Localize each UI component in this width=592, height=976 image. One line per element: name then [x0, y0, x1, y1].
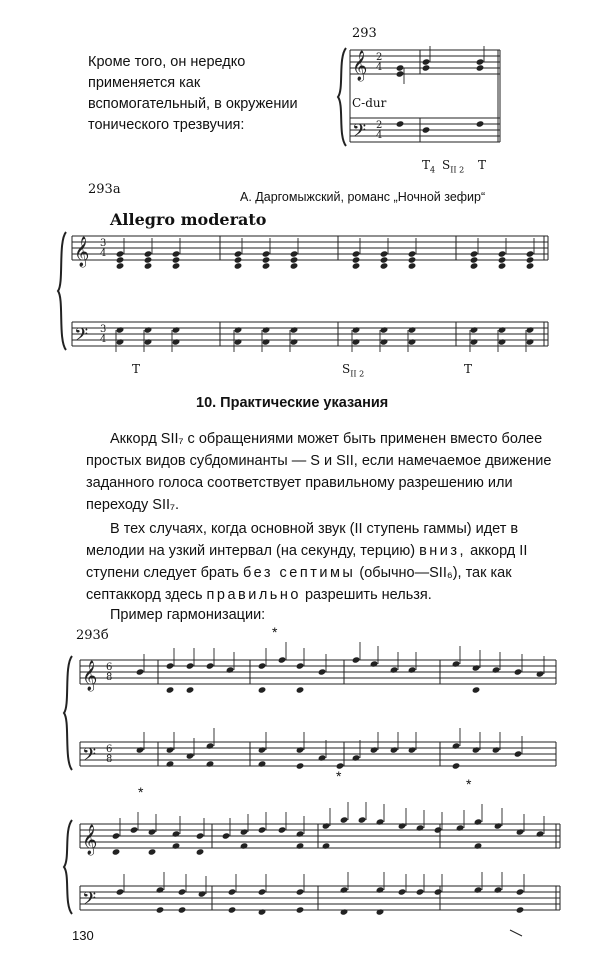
time-sig: 2 [376, 52, 383, 63]
note-head [136, 668, 145, 675]
note-head [290, 262, 299, 269]
note-head [396, 120, 405, 127]
note-head [116, 262, 125, 269]
note-head [258, 908, 267, 915]
page-number: 130 [72, 928, 94, 943]
note-head [178, 906, 187, 913]
note-head [172, 842, 181, 849]
time-sig: 2 [376, 120, 383, 131]
note-head [352, 250, 361, 257]
note-head [498, 326, 507, 333]
note-head [116, 256, 125, 263]
note-head [494, 822, 503, 829]
note-head [166, 760, 175, 767]
note-head [476, 120, 485, 127]
key-label: C-dur [352, 96, 387, 110]
note-head [380, 250, 389, 257]
note-head [380, 262, 389, 269]
time-sig: 4 [376, 62, 383, 73]
note-head [196, 848, 205, 855]
note-head [116, 338, 125, 345]
note-head [318, 668, 327, 675]
note-stem [510, 930, 522, 936]
note-head [396, 64, 405, 71]
note-head [290, 256, 299, 263]
note-head [130, 826, 139, 833]
note-head [352, 256, 361, 263]
system-brace [64, 656, 72, 770]
note-head [336, 762, 345, 769]
note-head [234, 256, 243, 263]
note-head [452, 660, 461, 667]
example-number-293b: 293б [76, 628, 109, 643]
note-head [228, 906, 237, 913]
note-head [470, 250, 479, 257]
note-head [396, 70, 405, 77]
note-head [172, 326, 181, 333]
note-head [352, 656, 361, 663]
note-head [434, 888, 443, 895]
note-head [470, 338, 479, 345]
note-head [234, 250, 243, 257]
note-head [474, 886, 483, 893]
note-head [494, 886, 503, 893]
example-number-293a: 293а [88, 182, 121, 197]
note-head [206, 742, 215, 749]
note-head [186, 662, 195, 669]
note-head [470, 262, 479, 269]
note-head [278, 656, 287, 663]
note-head [172, 262, 181, 269]
note-head [526, 250, 535, 257]
note-head [340, 908, 349, 915]
note-head [352, 262, 361, 269]
note-head [492, 746, 501, 753]
chord-marker: * [466, 776, 472, 792]
note-head [196, 832, 205, 839]
time-sig: 3 [100, 324, 107, 335]
note-head [112, 832, 121, 839]
note-head [472, 686, 481, 693]
note-head [376, 886, 385, 893]
note-head [408, 338, 417, 345]
note-head [380, 338, 389, 345]
function-label: $T_4$ [422, 158, 436, 175]
note-head [470, 256, 479, 263]
note-head [526, 256, 535, 263]
note-head [148, 848, 157, 855]
note-head [470, 326, 479, 333]
note-head [262, 326, 271, 333]
time-sig: 4 [376, 130, 383, 141]
note-head [514, 668, 523, 675]
note-head [516, 828, 525, 835]
note-head [474, 842, 483, 849]
note-head [526, 262, 535, 269]
chord-marker: * [138, 784, 144, 800]
note-head [296, 830, 305, 837]
tempo-marking: Allegro moderato [110, 210, 267, 229]
treble-clef: 𝄞 [82, 661, 98, 691]
note-head [222, 832, 231, 839]
note-head [456, 824, 465, 831]
time-sig: 4 [100, 248, 107, 259]
note-head [296, 906, 305, 913]
note-head [296, 686, 305, 693]
note-head [258, 662, 267, 669]
note-head [166, 746, 175, 753]
note-head [172, 256, 181, 263]
function-label: T [478, 158, 487, 172]
note-head [116, 888, 125, 895]
note-head [240, 828, 249, 835]
section-heading: 10. Практические указания [196, 395, 389, 411]
treble-clef: 𝄞 [82, 825, 98, 855]
note-head [416, 888, 425, 895]
note-head [290, 250, 299, 257]
note-head [408, 326, 417, 333]
note-head [322, 842, 331, 849]
note-head [352, 338, 361, 345]
bass-clef: 𝄢 [352, 121, 367, 146]
note-head [398, 822, 407, 829]
note-head [198, 890, 207, 897]
intro-text: Кроме того, он нередко применяется как вспомогательный, в окружении тонического трезвучия: [88, 54, 298, 133]
note-head [296, 762, 305, 769]
system-brace [338, 48, 346, 146]
note-head [492, 666, 501, 673]
note-head [258, 760, 267, 767]
time-sig: 3 [100, 238, 107, 249]
example-number-293: 293 [352, 26, 377, 41]
note-head [262, 256, 271, 263]
note-head [408, 250, 417, 257]
example-intro: Пример гармонизации: [110, 607, 266, 623]
note-head [498, 256, 507, 263]
note-head [112, 848, 121, 855]
note-head [422, 126, 431, 133]
note-head [498, 262, 507, 269]
note-head [526, 338, 535, 345]
system-brace [64, 820, 72, 914]
note-head [144, 262, 153, 269]
note-head [498, 250, 507, 257]
note-head [318, 754, 327, 761]
note-head [278, 826, 287, 833]
note-head [206, 662, 215, 669]
note-head [434, 826, 443, 833]
note-head [136, 746, 145, 753]
note-head [156, 906, 165, 913]
note-head [262, 338, 271, 345]
note-head [380, 256, 389, 263]
note-head [474, 818, 483, 825]
note-head [172, 338, 181, 345]
note-head [340, 816, 349, 823]
bass-clef: 𝄢 [82, 889, 97, 914]
note-head [258, 686, 267, 693]
note-head [186, 752, 195, 759]
note-head [206, 760, 215, 767]
note-head [258, 888, 267, 895]
note-head [370, 746, 379, 753]
note-head [262, 250, 271, 257]
note-head [422, 64, 431, 71]
note-head [408, 256, 417, 263]
function-label: $S_{II 2}$ [442, 158, 465, 175]
time-sig: 4 [100, 334, 107, 345]
note-head [398, 888, 407, 895]
note-head [422, 58, 431, 65]
note-head [516, 888, 525, 895]
bass-clef: 𝄢 [82, 745, 97, 770]
note-head [172, 830, 181, 837]
note-head [166, 686, 175, 693]
note-head [290, 326, 299, 333]
note-head [296, 662, 305, 669]
note-head [476, 58, 485, 65]
time-sig: 8 [106, 754, 113, 765]
note-head [526, 326, 535, 333]
paragraph-1: Аккорд SII₇ с обращениями может быть применен вместо более простых видов субдоминанты — S и SII, если намечаемое движение заданного голоса соответствует правильному разрешению или переходу SII₇. [86, 431, 552, 513]
note-head [296, 842, 305, 849]
note-head [234, 326, 243, 333]
system-brace [58, 232, 66, 350]
note-head [296, 888, 305, 895]
time-sig: 6 [106, 662, 113, 673]
note-head [228, 888, 237, 895]
chord-marker: * [336, 768, 342, 784]
note-head [240, 842, 249, 849]
note-head [376, 818, 385, 825]
note-head [358, 816, 367, 823]
note-head [234, 338, 243, 345]
time-sig: 8 [106, 672, 113, 683]
note-head [376, 908, 385, 915]
function-label: T [132, 362, 141, 376]
function-label: $S_{II 2}$ [342, 362, 365, 379]
note-head [144, 256, 153, 263]
note-head [178, 888, 187, 895]
note-head [408, 262, 417, 269]
note-head [408, 746, 417, 753]
note-head [390, 666, 399, 673]
note-head [290, 338, 299, 345]
paragraph-2: В тех случаях, когда основной звук (II ступень гаммы) идет в мелодии на узкий интервал (на секунду, терцию) вниз, аккорд II ступени следует брать без септимы (обычно—SII₆), так как септаккорд здесь правильно разрешить нельзя. [86, 521, 528, 603]
treble-clef: 𝄞 [74, 237, 90, 267]
note-head [452, 762, 461, 769]
note-head [172, 250, 181, 257]
function-label: T [464, 362, 473, 376]
note-head [452, 742, 461, 749]
bass-clef: 𝄢 [74, 325, 89, 350]
note-head [296, 746, 305, 753]
note-head [370, 660, 379, 667]
note-head [148, 828, 157, 835]
chord-marker: * [272, 624, 278, 640]
note-head [472, 746, 481, 753]
note-head [416, 824, 425, 831]
note-head [322, 822, 331, 829]
note-head [144, 250, 153, 257]
note-head [408, 666, 417, 673]
note-head [352, 754, 361, 761]
note-head [476, 64, 485, 71]
note-head [156, 886, 165, 893]
note-head [144, 338, 153, 345]
note-head [258, 826, 267, 833]
note-head [258, 746, 267, 753]
note-head [262, 262, 271, 269]
time-sig: 6 [106, 744, 113, 755]
note-head [516, 906, 525, 913]
note-head [116, 250, 125, 257]
note-head [144, 326, 153, 333]
note-head [352, 326, 361, 333]
note-head [536, 670, 545, 677]
note-head [472, 664, 481, 671]
note-head [498, 338, 507, 345]
note-head [186, 686, 195, 693]
note-head [380, 326, 389, 333]
note-head [514, 750, 523, 757]
note-head [116, 326, 125, 333]
composer-credit: А. Даргомыжский, романс „Ночной зефир“ [240, 190, 486, 204]
note-head [234, 262, 243, 269]
note-head [536, 830, 545, 837]
note-head [340, 886, 349, 893]
note-head [390, 746, 399, 753]
note-head [166, 662, 175, 669]
note-head [226, 666, 235, 673]
treble-clef: 𝄞 [352, 51, 368, 81]
